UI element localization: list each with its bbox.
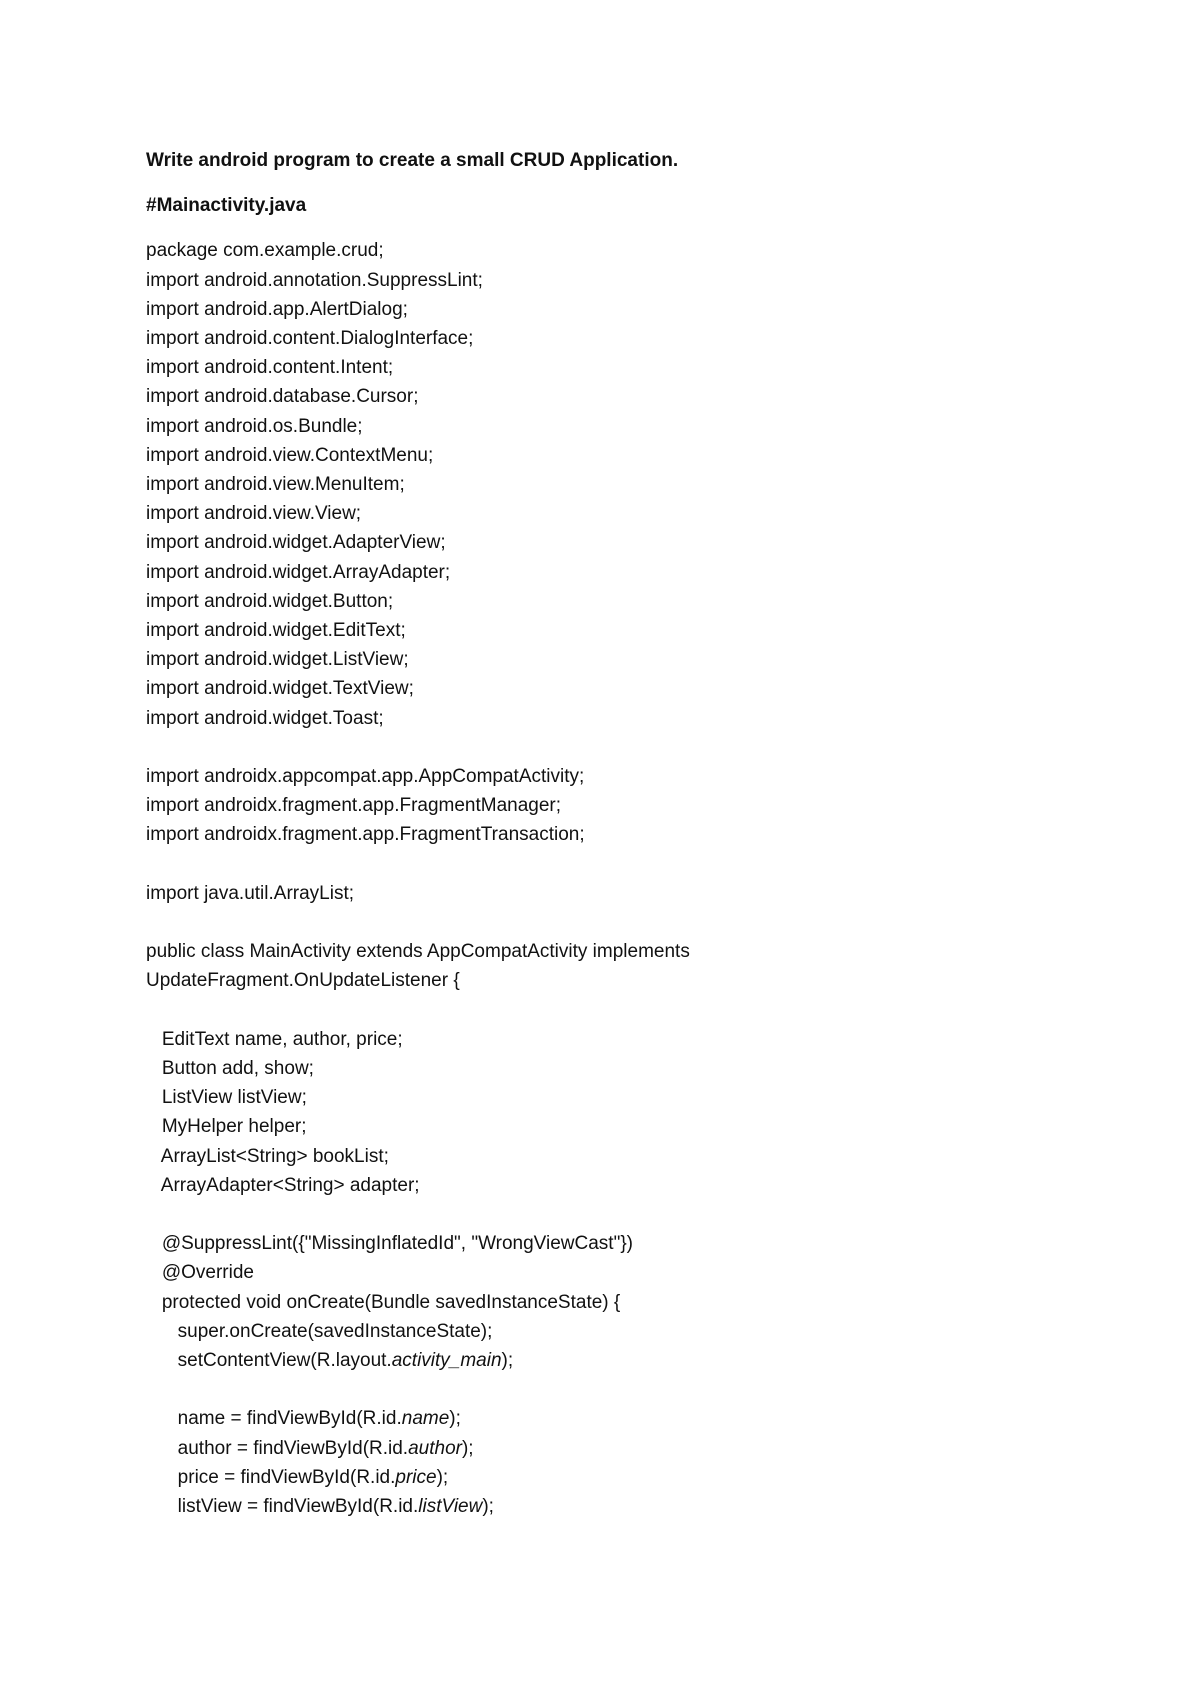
code-line <box>146 324 1106 353</box>
code-text: import android.view.View; <box>146 503 362 525</box>
blank-line <box>146 850 1106 879</box>
code-line <box>146 499 1106 528</box>
code-line <box>146 1317 1106 1346</box>
code-text: protected void onCreate(Bundle savedInstanceState) { <box>146 1291 621 1313</box>
code-text: import android.widget.AdapterView; <box>146 532 446 554</box>
code-line <box>146 441 1106 470</box>
code-text: import android.widget.EditText; <box>146 620 406 642</box>
code-text: author = findViewById(R.id. <box>146 1437 409 1459</box>
code-text: import android.app.AlertDialog; <box>146 298 408 320</box>
code-line <box>146 295 1106 324</box>
code-line <box>146 704 1106 733</box>
blank-line <box>146 996 1106 1025</box>
code-line <box>146 762 1106 791</box>
code-text: ); <box>461 1437 474 1459</box>
code-block <box>146 236 1106 1521</box>
code-text: name = findViewById(R.id. <box>146 1408 402 1430</box>
code-text: import android.widget.Toast; <box>146 707 384 729</box>
code-line <box>146 791 1106 820</box>
code-line <box>146 879 1106 908</box>
code-line <box>146 1171 1106 1200</box>
code-text: ); <box>449 1408 461 1430</box>
code-text: import android.content.Intent; <box>146 357 394 379</box>
code-text: import androidx.appcompat.app.AppCompatActivity; <box>146 766 585 788</box>
code-text: import java.util.ArrayList; <box>146 882 355 904</box>
code-identifier: author <box>408 1437 462 1459</box>
code-text: EditText name, author, price; <box>146 1028 403 1050</box>
code-line <box>146 382 1106 411</box>
code-line <box>146 674 1106 703</box>
code-line <box>146 820 1106 849</box>
code-text: super.onCreate(savedInstanceState); <box>146 1320 493 1342</box>
code-line <box>146 1258 1106 1287</box>
code-line <box>146 1346 1106 1375</box>
code-line <box>146 236 1106 265</box>
code-text: public class MainActivity extends AppCompatActivity implements <box>146 941 690 963</box>
code-line <box>146 645 1106 674</box>
code-text: MyHelper helper; <box>146 1116 307 1138</box>
code-identifier: price <box>395 1466 437 1488</box>
code-text: import android.content.DialogInterface; <box>146 328 474 350</box>
code-text: ArrayAdapter<String> adapter; <box>146 1174 420 1196</box>
code-text: ); <box>482 1496 494 1518</box>
code-text: Button add, show; <box>146 1058 314 1080</box>
blank-line <box>146 908 1106 937</box>
code-identifier: name <box>401 1408 450 1430</box>
code-line <box>146 412 1106 441</box>
code-line <box>146 1025 1106 1054</box>
code-line <box>146 1142 1106 1171</box>
code-line <box>146 1112 1106 1141</box>
code-text: UpdateFragment.OnUpdateListener { <box>146 970 460 992</box>
code-text: listView = findViewById(R.id. <box>146 1496 419 1518</box>
code-text: setContentView(R.layout. <box>146 1350 392 1372</box>
code-identifier: listView <box>418 1496 483 1518</box>
code-line <box>146 1229 1106 1258</box>
code-line <box>146 1054 1106 1083</box>
code-line <box>146 1404 1106 1433</box>
code-line <box>146 470 1106 499</box>
code-identifier: activity_main <box>391 1350 502 1372</box>
document-content <box>146 146 1106 1521</box>
code-text: import android.database.Cursor; <box>146 386 419 408</box>
blank-line <box>146 733 1106 762</box>
blank-line <box>146 1375 1106 1404</box>
code-text: import android.widget.ArrayAdapter; <box>146 561 451 583</box>
code-line <box>146 966 1106 995</box>
code-line <box>146 1463 1106 1492</box>
code-text: price = findViewById(R.id. <box>146 1466 396 1488</box>
code-text: package com.example.crud; <box>146 240 384 262</box>
code-text: @SuppressLint({"MissingInflatedId", "WrongViewCast"}) <box>146 1233 634 1255</box>
code-text: ); <box>501 1350 514 1372</box>
code-text: import android.widget.Button; <box>146 590 394 612</box>
code-line <box>146 587 1106 616</box>
code-line <box>146 266 1106 295</box>
code-text: ArrayList<String> bookList; <box>146 1145 389 1167</box>
code-line <box>146 1288 1106 1317</box>
code-text: import android.view.ContextMenu; <box>146 444 434 466</box>
code-text: @Override <box>146 1262 254 1284</box>
code-line <box>146 558 1106 587</box>
code-text: import android.view.MenuItem; <box>146 474 405 496</box>
code-line <box>146 937 1106 966</box>
code-text: import android.widget.ListView; <box>146 649 409 671</box>
code-line <box>146 1434 1106 1463</box>
code-text: import androidx.fragment.app.FragmentManager; <box>146 795 562 817</box>
code-line <box>146 1083 1106 1112</box>
code-text: ); <box>436 1466 449 1488</box>
blank-line <box>146 1200 1106 1229</box>
file-heading: #Mainactivity.java <box>146 195 307 217</box>
document-title: Write android program to create a small CRUD Application. <box>146 150 679 171</box>
code-text: import android.annotation.SuppressLint; <box>146 269 483 291</box>
code-line <box>146 1492 1106 1521</box>
code-text: import android.widget.TextView; <box>146 678 414 700</box>
code-line <box>146 353 1106 382</box>
code-line <box>146 616 1106 645</box>
code-text: import android.os.Bundle; <box>146 415 363 437</box>
code-text: import androidx.fragment.app.FragmentTransaction; <box>146 824 585 846</box>
code-line <box>146 528 1106 557</box>
code-text: ListView listView; <box>146 1087 307 1109</box>
